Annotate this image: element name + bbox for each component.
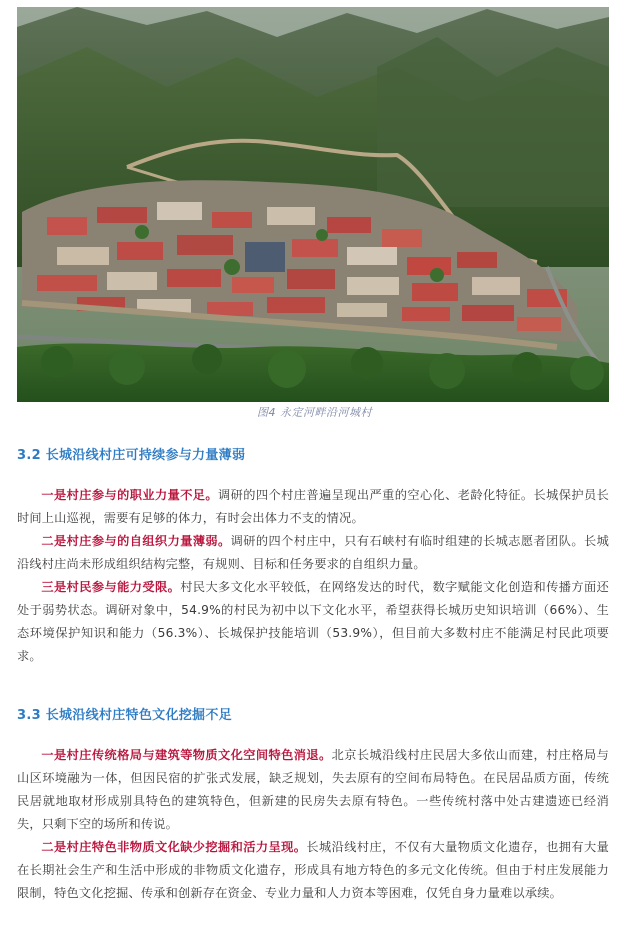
paragraph-lead: 二是村庄特色非物质文化缺少挖掘和活力呈现。 <box>41 840 307 854</box>
section-heading-3-3: 3.3 长城沿线村庄特色文化挖掘不足 <box>17 708 232 723</box>
paragraph-body: 调研的四个村庄中，只有石峡村有临时组建的长城志愿者团队。长城沿线村庄尚未形成组织结构完整，有规则、目标和任务要求的自组织力量。 <box>17 534 610 571</box>
paragraph-lead: 二是村庄参与的自组织力量薄弱。 <box>41 534 231 548</box>
paragraph-lead: 一是村庄传统格局与建筑等物质文化空间特色消退。 <box>41 748 332 762</box>
paragraph-lead: 三是村民参与能力受限。 <box>41 580 181 594</box>
aerial-village-photo <box>17 7 609 402</box>
paragraph-body: 村民大多文化水平较低，在网络发达的时代，数字赋能文化创造和传播方面还处于弱势状态。调研对象中，54.9%的村民为初中以下文化水平，希望获得长城历史知识培训（66%）、生态环境保护知识和能力（56.3%）、长城保护技能培训（53.9%），但目前大多数村庄不能满足村民此项要求。 <box>17 580 609 663</box>
paragraph-lead: 一是村庄参与的职业力量不足。 <box>41 488 219 502</box>
section-heading-3-2: 3.2 长城沿线村庄可持续参与力量薄弱 <box>17 448 246 463</box>
paragraph-3-3-1 <box>17 744 609 836</box>
paragraph-body: 调研的四个村庄普遍呈现出严重的空心化、老龄化特征。长城保护员长时间上山巡视，需要有足够的体力，有时会出体力不支的情况。 <box>17 488 609 525</box>
paragraph-body: 北京长城沿线村庄民居大多依山而建，村庄格局与山区环境融为一体，但因民宿的扩张式发展，缺乏规划，失去原有的空间布局特色。在民居品质方面，传统民居就地取材形成别具特色的建筑特色，但新建的民房失去原有特色。一些传统村落中处古建遗迹已经消失，只剩下空的场所和传说。 <box>17 748 609 831</box>
paragraph-3-2-3 <box>17 576 609 668</box>
paragraph-body: 长城沿线村庄，不仅有大量物质文化遗存，也拥有大量在长期社会生产和生活中形成的非物质文化遗存，形成具有地方特色的多元文化传统。但由于村庄发展能力限制，特色文化挖掘、传承和创新存在资金、专业力量和人力资本等困难，仅凭自身力量难以承续。 <box>17 840 609 900</box>
figure-caption: 图4 永定河畔沿河城村 <box>257 406 372 419</box>
paragraph-3-2-2 <box>17 530 609 576</box>
paragraph-3-2-1 <box>17 484 609 530</box>
paragraph-3-3-2 <box>17 836 609 905</box>
